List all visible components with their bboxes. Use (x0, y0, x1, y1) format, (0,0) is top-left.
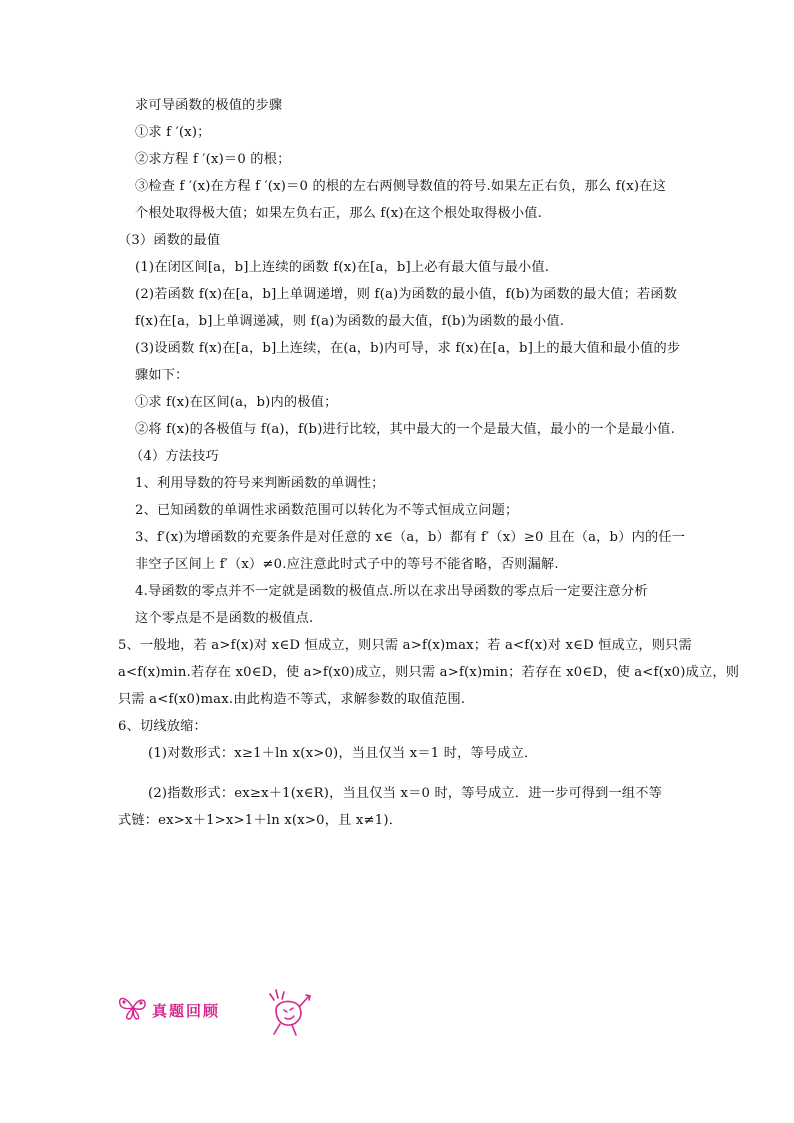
text-line: 骤如下： (135, 368, 189, 383)
cartoon-character-icon (262, 988, 316, 1038)
section-footer-banner (116, 992, 316, 1036)
heading-tangent-scaling: 6、切线放缩： (118, 719, 207, 734)
text-line: 只需 a<f(x0)max.由此构造不等式，求解参数的取值范围. (118, 692, 466, 707)
text-line: (1)在闭区间[a，b]上连续的函数 f(x)在[a，b]上必有最大值与最小值. (135, 260, 550, 275)
text-line: 4.导函数的零点并不一定就是函数的极值点.所以在求出导函数的零点后一定要注意分析 (135, 584, 648, 599)
heading-max-min: （3）函数的最值 (118, 233, 221, 248)
text-line: ①求 f(x)在区间(a，b)内的极值； (135, 395, 338, 410)
text-line: 2、已知函数的单调性求函数范围可以转化为不等式恒成立问题； (135, 503, 519, 518)
text-line: ②求方程 f ′(x)＝0 的根； (135, 152, 291, 167)
text-line: 3、f′(x)为增函数的充要条件是对任意的 x∈（a，b）都有 f′（x）≥0 且在（a，b）内的任一 (135, 530, 686, 545)
text-line: (2)指数形式：ex≥x＋1(x∈R)，当且仅当 x＝0 时，等号成立．进一步可得到一组不等 (148, 786, 663, 801)
text-line: (1)对数形式：x≥1＋ln x(x>0)，当且仅当 x＝1 时，等号成立． (148, 746, 538, 761)
text-line: (3)设函数 f(x)在[a，b]上连续，在(a，b)内可导，求 f(x)在[a，b]上的最大值和最小值的步 (135, 341, 681, 356)
text-line: 式链：ex>x＋1>x>1＋ln x(x>0，且 x≠1)． (118, 813, 403, 828)
text-line: ③检查 f ′(x)在方程 f ′(x)＝0 的根的左右两侧导数值的符号.如果左正右负，那么 f(x)在这 (135, 179, 666, 194)
text-line: a<f(x)min.若存在 x0∈D，使 a>f(x0)成立，则只需 a>f(x)min；若存在 x0∈D，使 a<f(x0)成立，则 (118, 665, 740, 680)
butterfly-icon (116, 992, 150, 1024)
text-line: ②将 f(x)的各极值与 f(a)，f(b)进行比较，其中最大的一个是最大值，最小的一个是最小值. (135, 422, 676, 437)
text-line: 个根处取得极大值；如果左负右正，那么 f(x)在这个根处取得极小值. (135, 206, 543, 221)
text-line: 5、一般地，若 a>f(x)对 x∈D 恒成立，则只需 a>f(x)max；若 a<f(x)对 x∈D 恒成立，则只需 (118, 638, 692, 653)
text-line: f(x)在[a，b]上单调递减，则 f(a)为函数的最大值，f(b)为函数的最小值. (135, 314, 565, 329)
heading-methods: （4）方法技巧 (130, 449, 219, 464)
text-line: 非空子区间上 f′（x）≠0.应注意此时式子中的等号不能省略，否则漏解. (135, 557, 559, 572)
heading-extremum-steps: 求可导函数的极值的步骤 (135, 98, 283, 113)
text-line: 1、利用导数的符号来判断函数的单调性； (135, 476, 385, 491)
text-line: ①求 f ′(x)； (135, 125, 211, 140)
text-line: (2)若函数 f(x)在[a，b]上单调递增，则 f(a)为函数的最小值，f(b)为函数的最大值；若函数 (135, 287, 678, 302)
text-line: 这个零点是不是函数的极值点. (135, 611, 314, 626)
section-title: 真题回顾 (152, 1002, 221, 1020)
